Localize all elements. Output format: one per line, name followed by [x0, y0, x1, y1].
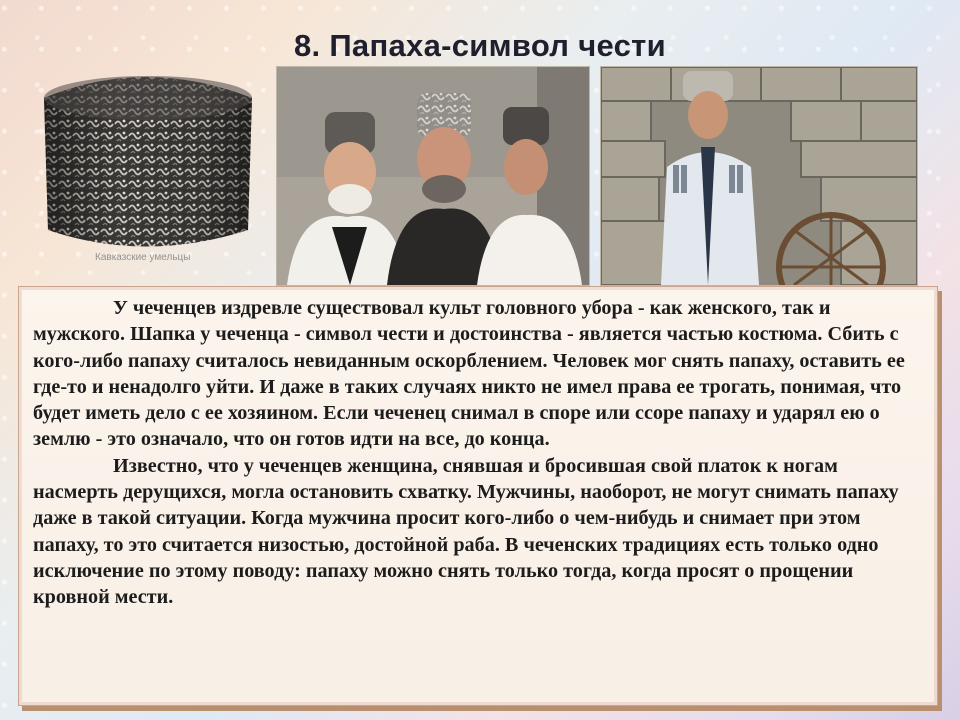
paragraph-1: У чеченцев издревле существовал культ головного убора - как женского, так и мужского. Шапка у чеченца - символ чести и достоинства - является частью костюма. Сбить с кого-либо папаху считалось невиданным оскорблением. Человек мог снять папаху, оставить ее где-то и ненадолго уйти. И даже в таких случаях никто не имел права ее трогать, понимая, что будет иметь дело с ее хозяином. Если чеченец снимал в споре или ссоре папаху и ударял ею о землю - это означало, что он готов идти на все, до конца.: [33, 297, 905, 451]
man-in-cherkeska-photo: [600, 66, 918, 286]
papakha-hat-image: [30, 58, 260, 268]
text-panel: [18, 286, 938, 706]
elders-in-papakhas-photo: [276, 66, 590, 286]
slide-title: 8. Папаха-символ чести: [293, 28, 666, 63]
hat-caption: Кавказские умельцы: [95, 252, 191, 263]
paragraph-2: Известно, что у чеченцев женщина, снявшая и бросившая свой платок к ногам насмерть дерущихся, могла остановить схватку. Мужчины, наоборот, не могут снимать папаху даже в такой ситуации. Когда мужчина просит кого-либо о чем-нибудь и снимает при этом папаху, то это считается низостью, достойной раба. В чеченских традициях есть только одно исключение по этому поводу: папаху можно снять только тогда, когда просят о прощении кровной мести.: [33, 454, 899, 609]
